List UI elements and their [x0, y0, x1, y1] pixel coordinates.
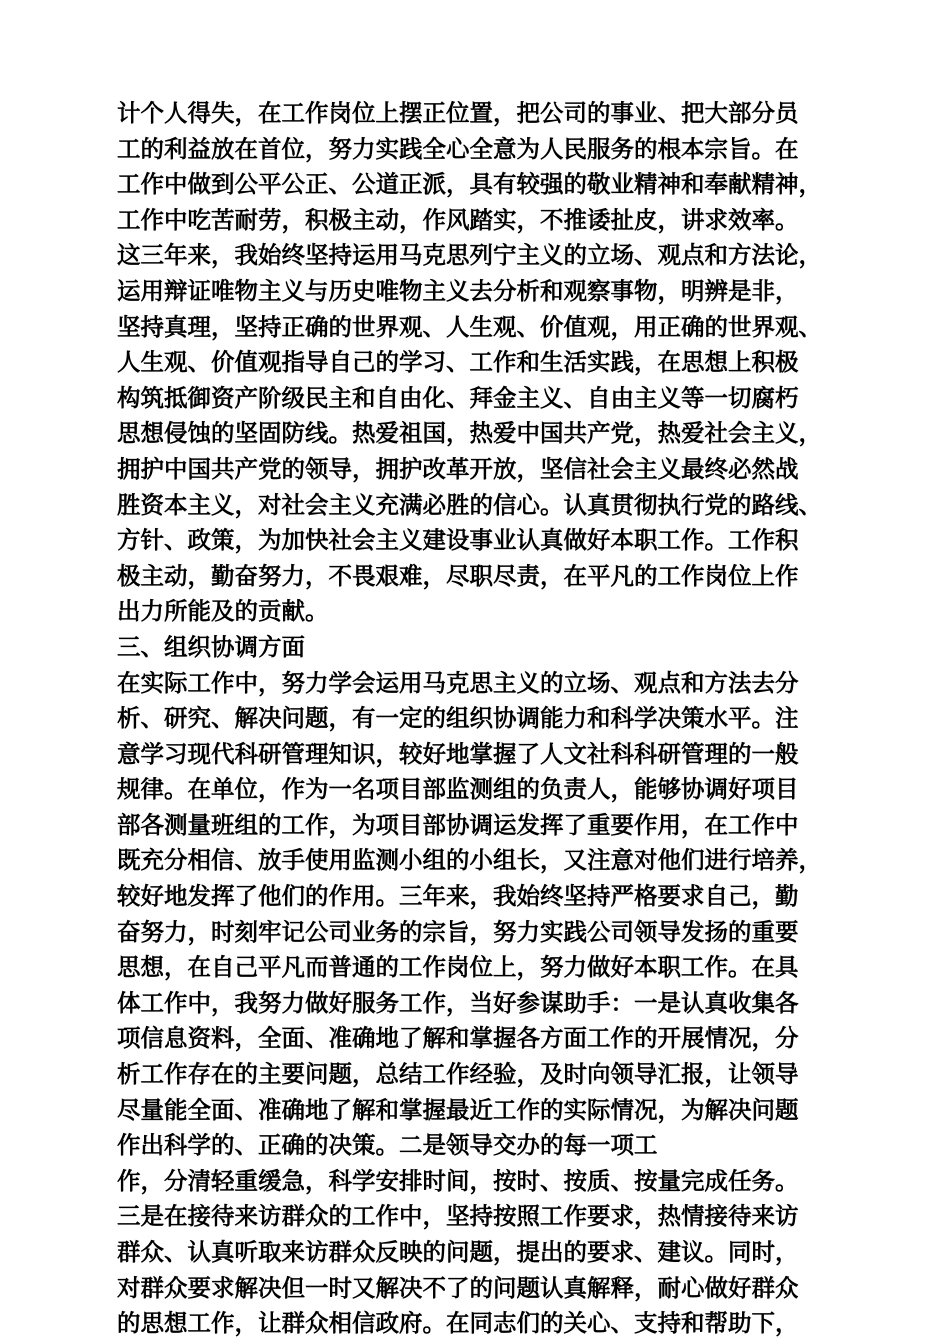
text-line: 析、研究、解决问题，有一定的组织协调能力和科学决策水平。注 — [117, 704, 799, 733]
text-line: 对群众要求解决但一时又解决不了的问题认真解释，耐心做好群众 — [117, 1273, 799, 1302]
text-line: 胜资本主义，对社会主义充满必胜的信心。认真贯彻执行党的路线、 — [117, 490, 822, 519]
text-line: 析工作存在的主要问题，总结工作经验，及时向领导汇报，让领导 — [117, 1060, 799, 1089]
text-line: 既充分相信、放手使用监测小组的小组长，又注意对他们进行培养， — [117, 846, 822, 875]
document-body-text — [117, 96, 837, 1342]
text-line: 的思想工作，让群众相信政府。在同志们的关心、支持和帮助下， — [117, 1309, 799, 1338]
text-line: 部各测量班组的工作，为项目部协调运发挥了重要作用，在工作中 — [117, 810, 799, 839]
text-line: 计个人得失，在工作岗位上摆正位置，把公司的事业、把大部分员 — [117, 99, 799, 127]
text-line: 在实际工作中，努力学会运用马克思主义的立场、观点和方法去分 — [117, 668, 799, 697]
text-line: 构筑抵御资产阶级民主和自由化、拜金主义、自由主义等一切腐朽 — [117, 383, 799, 412]
text-line: 尽量能全面、准确地了解和掌握最近工作的实际情况，为解决问题 — [117, 1095, 799, 1124]
text-line: 运用辩证唯物主义与历史唯物主义去分析和观察事物，明辨是非， — [117, 276, 799, 305]
text-line: 规律。在单位，作为一名项目部监测组的负责人，能够协调好项目 — [117, 775, 799, 804]
text-line: 三是在接待来访群众的工作中，坚持按照工作要求，热情接待来访 — [117, 1202, 799, 1231]
text-line: 工的利益放在首位，努力实践全心全意为人民服务的根本宗旨。在 — [117, 134, 799, 163]
text-line: 体工作中，我努力做好服务工作，当好参谋助手：一是认真收集各 — [117, 988, 799, 1017]
text-line: 项信息资料，全面、准确地了解和掌握各方面工作的开展情况，分 — [117, 1024, 799, 1053]
text-line: 出力所能及的贡献。 — [117, 597, 329, 626]
text-line: 奋努力，时刻牢记公司业务的宗旨，努力实践公司领导发扬的重要 — [117, 917, 799, 946]
text-line: 作，分清轻重缓急，科学安排时间，按时、按质、按量完成任务。 — [117, 1166, 799, 1195]
text-line: 坚持真理，坚持正确的世界观、人生观、价值观，用正确的世界观、 — [117, 312, 822, 341]
text-line: 这三年来，我始终坚持运用马克思列宁主义的立场、观点和方法论， — [117, 241, 822, 270]
text-line: 思想，在自己平凡而普通的工作岗位上，努力做好本职工作。在具 — [117, 953, 799, 982]
section-heading: 三、组织协调方面 — [117, 632, 305, 661]
text-line: 作出科学的、正确的决策。二是领导交办的每一项工 — [117, 1131, 658, 1160]
text-line: 工作中吃苦耐劳，积极主动，作风踏实，不推诿扯皮，讲求效率。 — [117, 205, 799, 234]
text-line: 人生观、价值观指导自己的学习、工作和生活实践，在思想上积极 — [117, 348, 799, 377]
text-line: 群众、认真听取来访群众反映的问题，提出的要求、建议。同时， — [117, 1238, 799, 1266]
text-line: 意学习现代科研管理知识，较好地掌握了人文社科科研管理的一般 — [117, 739, 799, 768]
text-line: 拥护中国共产党的领导，拥护改革开放，坚信社会主义最终必然战 — [117, 454, 799, 483]
text-line: 工作中做到公平公正、公道正派，具有较强的敬业精神和奉献精神， — [117, 170, 822, 199]
text-line: 极主动，勤奋努力，不畏艰难，尽职尽责，在平凡的工作岗位上作 — [117, 561, 799, 590]
text-line: 方针、政策，为加快社会主义建设事业认真做好本职工作。工作积 — [117, 526, 799, 555]
text-line: 思想侵蚀的坚固防线。热爱祖国，热爱中国共产党，热爱社会主义， — [117, 419, 822, 448]
text-line: 较好地发挥了他们的作用。三年来，我始终坚持严格要求自己，勤 — [117, 882, 799, 911]
